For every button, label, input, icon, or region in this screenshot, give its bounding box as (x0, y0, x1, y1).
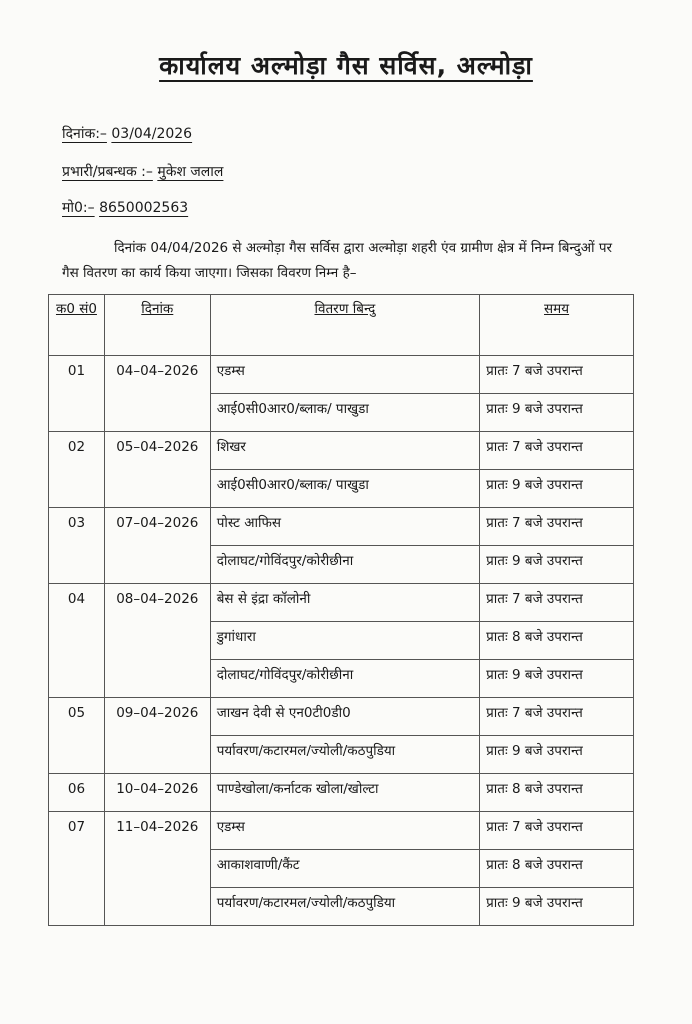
time-cell: प्रातः 7 बजे उपरान्त (480, 584, 634, 622)
table-row (49, 812, 634, 850)
header-serial: क0 सं0 (49, 295, 105, 356)
table-header-row (49, 295, 634, 356)
point-cell: एडम्स (210, 812, 479, 850)
title-text: कार्यालय अल्मोड़ा गैस सर्विस, अल्मोड़ा (159, 51, 533, 80)
serial-cell: 03 (49, 508, 105, 584)
table-row (49, 698, 634, 736)
intro-text: दिनांक 04/04/2026 से अल्मोड़ा गैस सर्विस द्वारा अल्मोड़ा शहरी एंव ग्रामीण क्षेत्र में निम्न बिन्दुओं पर गैस वितरण का कार्य किया जाएगा। जिसका विवरण निम्न है– (62, 240, 613, 281)
table-row (49, 356, 634, 394)
time-cell: प्रातः 7 बजे उपरान्त (480, 432, 634, 470)
mobile-value: 8650002563 (99, 200, 189, 216)
table-row (49, 508, 634, 546)
point-cell: पर्यावरण/कटारमल/ज्योली/कठपुडिया (210, 736, 479, 774)
manager-name: मुकेश जलाल (157, 164, 224, 180)
point-cell: आई0सी0आर0/ब्लाक/ पाखुडा (210, 394, 479, 432)
time-cell: प्रातः 8 बजे उपरान्त (480, 774, 634, 812)
date-line (62, 124, 192, 143)
date-cell: 04–04–2026 (104, 356, 210, 432)
time-cell: प्रातः 8 बजे उपरान्त (480, 850, 634, 888)
serial-cell: 06 (49, 774, 105, 812)
date-label: दिनांक:– (62, 126, 107, 142)
time-cell: प्रातः 7 बजे उपरान्त (480, 812, 634, 850)
date-cell: 07–04–2026 (104, 508, 210, 584)
serial-cell: 01 (49, 356, 105, 432)
point-cell: आई0सी0आर0/ब्लाक/ पाखुडा (210, 470, 479, 508)
date-cell: 10–04–2026 (104, 774, 210, 812)
serial-cell: 04 (49, 584, 105, 698)
distribution-table (48, 294, 634, 926)
intro-paragraph (62, 236, 630, 286)
time-cell: प्रातः 8 बजे उपरान्त (480, 622, 634, 660)
date-cell: 08–04–2026 (104, 584, 210, 698)
point-cell: पाण्डेखोला/कर्नाटक खोला/खोल्टा (210, 774, 479, 812)
date-cell: 09–04–2026 (104, 698, 210, 774)
time-cell: प्रातः 7 बजे उपरान्त (480, 508, 634, 546)
time-cell: प्रातः 9 बजे उपरान्त (480, 660, 634, 698)
mobile-label: मो0:– (62, 200, 95, 216)
point-cell: जाखन देवी से एन0टी0डी0 (210, 698, 479, 736)
point-cell: आकाशवाणी/कैंट (210, 850, 479, 888)
manager-line (62, 162, 223, 181)
point-cell: एडम्स (210, 356, 479, 394)
manager-label: प्रभारी/प्रबन्धक :– (62, 164, 153, 180)
serial-cell: 07 (49, 812, 105, 926)
time-cell: प्रातः 9 बजे उपरान्त (480, 888, 634, 926)
table-row (49, 774, 634, 812)
date-value: 03/04/2026 (111, 126, 193, 142)
time-cell: प्रातः 9 बजे उपरान्त (480, 736, 634, 774)
document-title (0, 48, 692, 82)
point-cell: दोलाघट/गोविंदपुर/कोरीछीना (210, 546, 479, 584)
point-cell: पोस्ट आफिस (210, 508, 479, 546)
point-cell: दोलाघट/गोविंदपुर/कोरीछीना (210, 660, 479, 698)
serial-cell: 02 (49, 432, 105, 508)
point-cell: बेस से इंद्रा कॉलोनी (210, 584, 479, 622)
point-cell: शिखर (210, 432, 479, 470)
time-cell: प्रातः 7 बजे उपरान्त (480, 356, 634, 394)
table-row (49, 432, 634, 470)
date-cell: 05–04–2026 (104, 432, 210, 508)
time-cell: प्रातः 9 बजे उपरान्त (480, 394, 634, 432)
header-time: समय (480, 295, 634, 356)
point-cell: पर्यावरण/कटारमल/ज्योली/कठपुडिया (210, 888, 479, 926)
serial-cell: 05 (49, 698, 105, 774)
mobile-line (62, 198, 188, 217)
point-cell: डुगांधारा (210, 622, 479, 660)
header-point: वितरण बिन्दु (210, 295, 479, 356)
time-cell: प्रातः 9 बजे उपरान्त (480, 470, 634, 508)
time-cell: प्रातः 7 बजे उपरान्त (480, 698, 634, 736)
table-body (49, 356, 634, 926)
header-date: दिनांक (104, 295, 210, 356)
time-cell: प्रातः 9 बजे उपरान्त (480, 546, 634, 584)
table-row (49, 584, 634, 622)
date-cell: 11–04–2026 (104, 812, 210, 926)
